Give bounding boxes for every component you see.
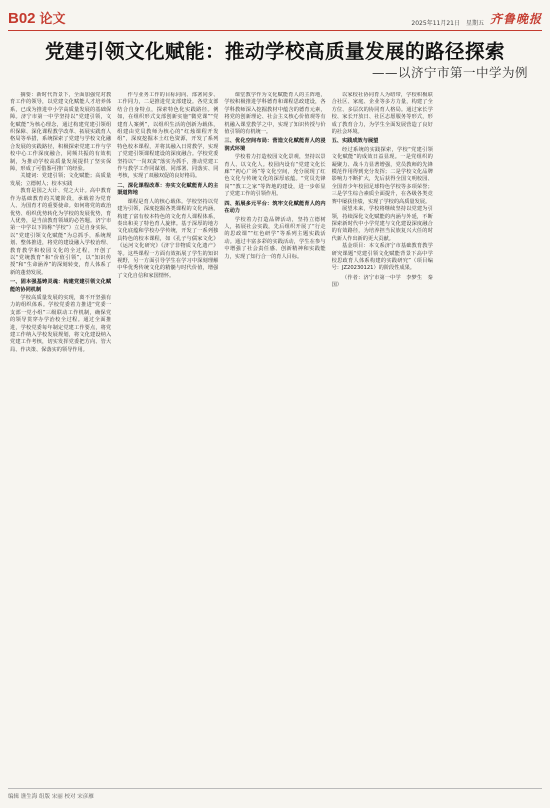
- issue-date: 2025年11月21日: [411, 20, 460, 27]
- section-name: 论文: [39, 12, 66, 27]
- article-subtitle: ——以济宁市第一中学为例: [371, 65, 528, 80]
- section-heading: 五、实践成效与展望: [331, 138, 379, 145]
- section-heading: 四、拓展多元平台：筑牢文化赋能育人的内在动力: [224, 200, 326, 215]
- author-line: （作者：济宁市第一中学 李梦生 秦国）: [331, 274, 433, 289]
- newspaper-logo: 齐鲁晚报: [489, 12, 542, 26]
- paragraph: 以家校社协同育人为纽带，学校积极联合社区、家庭、企业等多方力量，构建了全方位、多层次的协同育人格局。通过家长学校、家长开放日、社区志愿服务等形式，形成了教育合力，为学生全面发展营造了良好的社会环境。: [331, 92, 433, 136]
- text-column: [439, 92, 540, 774]
- paragraph: 学校着力打造品牌活动，坚持立德树人，拓展社会实践，先后组织开展了“行走的思政课”“红色研学”等系列主题实践活动。通过丰富多彩的实践活动，学生在参与中增强了社会责任感、创新精神和实践能力，实现了知行合一的育人目标。: [224, 216, 326, 260]
- page-header: [8, 8, 542, 31]
- paragraph: 基金项目：本文系济宁市基础教育教学研究课题“党建引领文化赋能背景下高中学校思政育人体系构建的实践研究”（项目编号：JZ20230121）的阶段性成果。: [331, 243, 433, 272]
- section-number: B02: [8, 10, 36, 27]
- section-label: [8, 8, 66, 30]
- paragraph: 教育是国之大计、党之大计。高中教育作为基础教育的关键阶段，承载着为党育人、为国育才的重要使命。如何将党的政治优势、组织优势转化为学校的发展优势，育人优势，是当前教育领域的必答题。济宁市第一中学以下简称“学校”）立足自身实际，以“党建引领文化赋能”为总抓手，系统规划、整体推进，将党的建设融入学校治理、教育教学和校园文化的全过程，开创了以“党统教育”和“价值引领”，以“知识传授”和“生命涵养”的深刻转变，育人体系了新的蓬勃发展。: [10, 188, 112, 276]
- paragraph: 关键词：党建引领；文化赋能；高质量发展；立德树人；校本实践: [10, 173, 112, 187]
- issue-meta: [411, 10, 542, 30]
- article-body: [10, 92, 540, 774]
- paragraph: 经过系统的实践探索，学校“党建引领文化赋能”的成效日益显现。一是党组织的凝聚力、战斗力显著增强，党员教师的先锋模范作用得到充分发挥；二是学校文化品牌影响力不断扩大，先后获得全国文明校园、全国青少年校园足球特色学校等多项荣誉；三是学生综合素质全面提升，在各级各类竞赛中屡获佳绩，实现了学校的高质量发展。: [331, 146, 433, 205]
- paragraph: 展望未来，学校将继续坚持以党建为引领，持续深化文化赋能的内涵与外延，不断探索新时代中小学党建与文化建设深度融合的有效路径，为培养担当民族复兴大任的时代新人作出新的更大贡献。: [331, 206, 433, 242]
- paragraph: 课堂教学作为文化赋能育人的主阵地，学校积极推进学科德育和课程思政建设，各学科教师深入挖掘教材中蕴含的德育元素，将党的创新理论、社会主义核心价值观等有机融入课堂教学之中，实现了知识传授与价值引领的有机统一。: [224, 92, 326, 136]
- text-column: [224, 92, 325, 774]
- text-column: [10, 92, 111, 774]
- text-column: [117, 92, 218, 774]
- section-heading: 二、深化课程改革：夯实文化赋能育人的主渠道阵地: [117, 182, 219, 197]
- section-heading: 三、优化空间布局：营造文化赋能育人的浸润式环境: [224, 138, 326, 152]
- section-heading: 一、固本强基铸灵魂：构建党建引领文化赋能的协同机制: [10, 279, 112, 293]
- paragraph: 课程是育人的核心载体。学校坚持以党建为引领，深度挖掘各类课程的文化内涵，构建了富有校本特色的文化育人课程体系，奏出和美了特色育人旋律。基于深厚的地方文化底蕴和学校办学传统，开发了一系列独具特色的校本课程，如《孔子与儒家文化》《运河文化研究》《济宁非物质文化遗产》等。这些课程一方面有效拓展了学生的知识视野，另一方面引导学生在学习中深刻理解中华优秀传统文化的精髓与时代价值，增强了文化自信和家国情怀。: [117, 198, 219, 279]
- article-title: 党建引领文化赋能：推动学校高质量发展的路径探索: [44, 40, 505, 63]
- issue-weekday: 星期五: [465, 20, 484, 27]
- paragraph: 学校高质量发展的实现，离不开坚强有力的组织体系。学校党委着力推进“党委一支部一党小组”三级联动工作机制，确保党的领导贯穿办学治校全过程。通过全面推进，学校党委每年制定党建工作要点，将党建工作纳入学校发展规划，将文化建设纳入党建工作考核，切实发挥党委把方向、管大局、作决策、保落实的领导作用。: [10, 294, 112, 353]
- page-footer: 编辑 谯生海 组版 宋丽 校对 宋彦雁: [8, 788, 542, 800]
- paragraph: 作与业务工作的目标同向、部署同步、工作同力，二是推进党支部建设。各党支部结合自身特点，探索特色化实践路径。例如，在组织形式支部创新实施“微党课”“党建育人案例”，以组织生活的创新为载体，组建由党员教师为核心的“红烛课程开发组”，深度挖掘本土红色资源，开发了系列特色校本课程，并将其融入日常教学，实现了党建引领课程建设的深度融合。学校党委坚持以“一岗双责”落实为抓手，推动党建工作与教学工作同谋划、同部署、同落实、同考核，实现了双融双促的良好格局。: [117, 92, 219, 180]
- text-column: [332, 92, 433, 774]
- paragraph: 摘要：新时代背景下，全面加强党对教育工作的领导，以党建文化赋能人才培养体系，已成为推进中小学高质量发展的基础保障。济宁市第一中学坚持以“党建引领，文化赋能”为核心理念，通过构建党建引领组织保障、深化课程教学改革、拓展实践育人格局等举措，系统探索了党建与学校文化融合发展的实践路径，积极探索党建工作与学校中心工作深度融合，同频共振的有效机制，为推动学校高质量发展提供了坚实保障，形成了可借鉴可推广的经验。: [10, 92, 112, 173]
- paragraph: 学校着力打造校园文化景观，坚持以景育人、以文化人。校园内设有“党建文化长廊”“初心广场”等文化空间，充分展现了红色文化与传统文化的深厚底蕴。“党员先锋岗”“教工之家”等阵地的建设，进一步彰显了党建工作的引领作用。: [224, 154, 326, 198]
